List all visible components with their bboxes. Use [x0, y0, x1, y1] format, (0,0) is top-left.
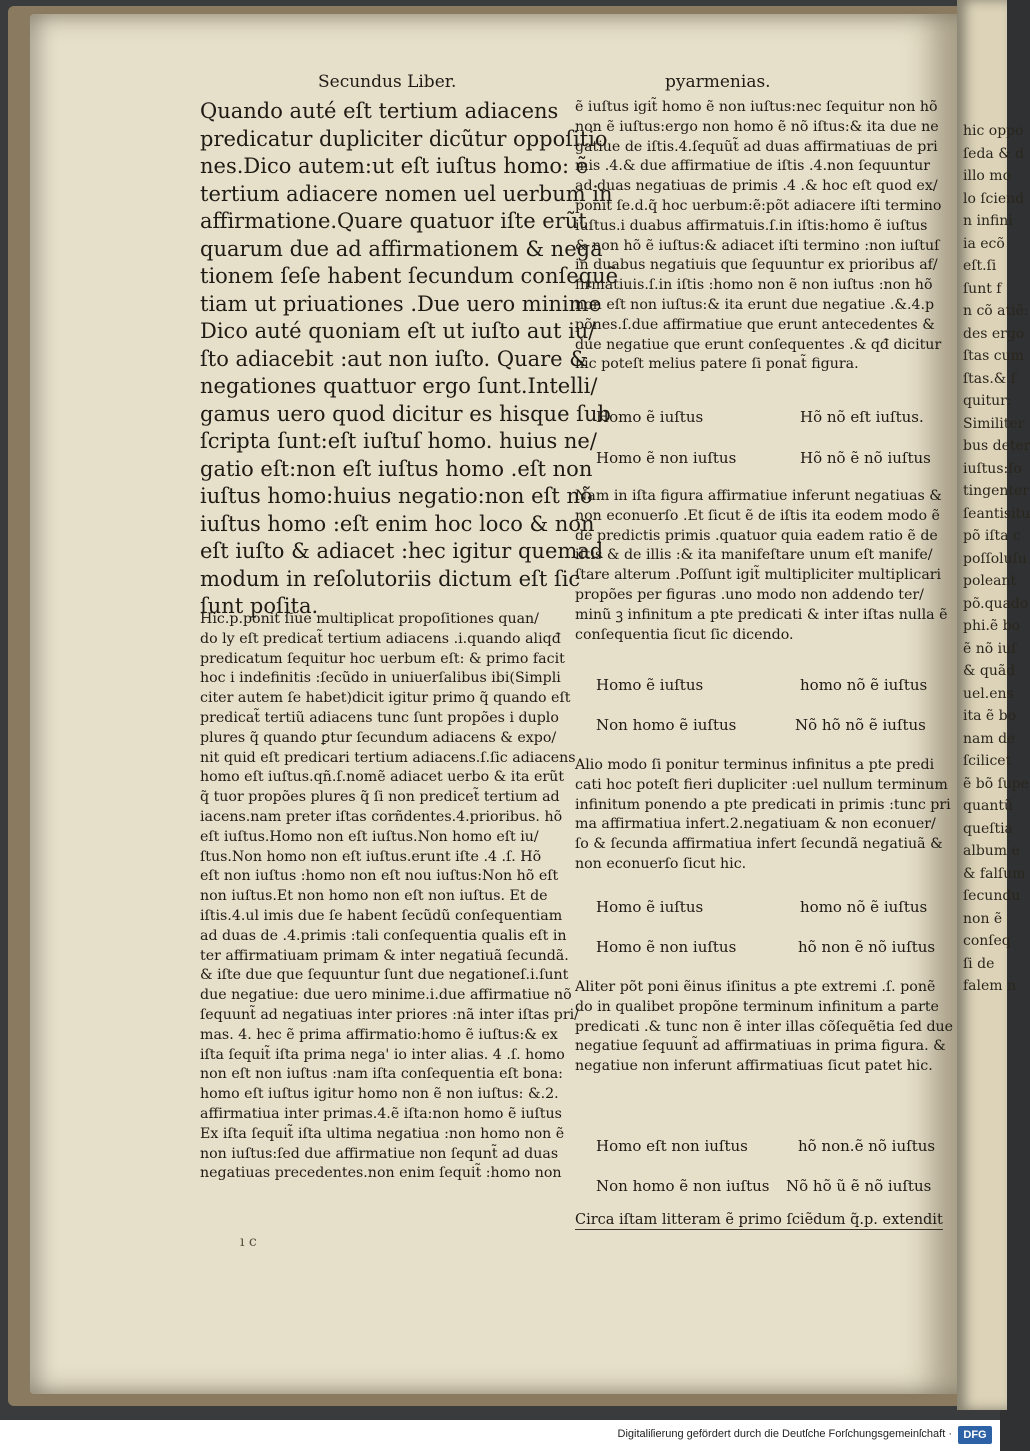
main-text-line: gamus uero quod dicitur es hisque ſub — [200, 401, 611, 426]
figure2-c: Non homo ẽ iuſtus — [596, 716, 737, 734]
gloss-right-line: due negatiue que erunt conſequentes .& qđ dicitur — [575, 336, 942, 353]
figure3-b: homo nõ ẽ iuſtus — [800, 898, 928, 916]
right-page-fragment: des ergo — [963, 325, 1025, 342]
gloss-left-line: citer autem ſe habet)dicit igitur primo q̃ quando eſt — [200, 690, 571, 707]
right-page-fragment: quantũ — [963, 798, 1013, 814]
gloss-left-line: affirmatiua inter primas.4.ẽ iſta:non homo ẽ iuſtus — [200, 1105, 562, 1122]
gloss-left-line: predicat̃ tertiũ adiacens tunc ſunt propões i duplo — [200, 709, 559, 726]
gloss-left-line: iacens.nam preter iſtas corñdentes.4.prioribus. hõ — [200, 808, 563, 825]
paragraph-4-line: negatiue ſequunt̃ ad affirmatiuas in prima figura. & — [575, 1038, 946, 1055]
paragraph-3-line: Alio modo ſi ponitur terminus infinitus a pte predi — [575, 757, 935, 773]
right-page-fragment: Similiter — [963, 415, 1025, 432]
right-page-fragment: põ.quado — [963, 595, 1029, 612]
gloss-right-line: non eſt non iuſtus:& ita erunt due negatiue .&.4.p — [575, 296, 935, 313]
gloss-left-line: ad duas de .4.primis :tali conſequentia qualis eſt in — [200, 927, 567, 944]
gloss-right-line: firmatiuis.ſ.in iſtis :homo non ẽ non iuſtus :non hõ — [575, 277, 933, 294]
paragraph-3-line: ma affirmatiua infert.2.negatiuam & non econuer/ — [575, 816, 936, 833]
right-page-fragment: album e — [963, 843, 1020, 859]
figure1-b: Hõ nõ eſt iuſtus. — [800, 408, 924, 426]
main-text-line: Dico auté quoniam eſt ut iuſto aut iu/ — [200, 319, 596, 343]
main-text-line: iuſtus homo:huius negatio:non eſt nõ — [200, 484, 593, 508]
gloss-right-line: gatiue de iſtis.4.ſequũt̃ ad duas affirmatiuas de pri — [575, 138, 938, 155]
figure2-b: homo nõ ẽ iuſtus — [800, 676, 928, 694]
right-page-fragment: ſi de — [963, 955, 995, 972]
stray-marks: ı c — [240, 1234, 257, 1250]
gloss-right-line: ẽ iuſtus igit̃ homo ẽ non iuſtus:nec ſequitur non hõ — [575, 99, 938, 115]
gloss-left-line: non eſt non iuſtus :nam iſta conſequentia eſt bona: — [200, 1066, 563, 1083]
gloss-left-line: q̃ tuor propões plures q̃ ſi non predicet̃ tertium ad — [200, 789, 560, 806]
right-page-fragment: ẽ nõ iuſ — [963, 640, 1017, 657]
right-page-fragment: ſeantisitu — [963, 505, 1030, 522]
right-page-fragment: quitur: — [963, 393, 1012, 409]
right-page-fragment: bus deter — [963, 438, 1030, 454]
right-page-fragment: poſſoluſu — [963, 550, 1027, 567]
gloss-left-line: plures q̃ quando ꝑtur ſecundum adiacens & expo/ — [200, 729, 557, 746]
main-text-line: iuſtus homo :eſt enim hoc loco & non — [200, 511, 595, 536]
paragraph-2-line: non econuerſo .Et ſicut ẽ de iſtis ita eodem modo ẽ — [575, 507, 940, 524]
paragraph-3-line: ſo & ſecunda affirmatiua infert ſecundã negatiuã & — [575, 836, 943, 853]
figure2-a: Homo ẽ iuſtus — [596, 676, 704, 694]
main-text-line: ſto adiacebit :aut non iuſto. Quare & — [200, 346, 588, 371]
right-page-fragment: ſtas cum — [963, 348, 1024, 364]
gloss-right-line: hic poteſt melius patere ſi ponat̃ figura. — [575, 356, 859, 373]
paragraph-3-line: non econuerſo ſicut hic. — [575, 855, 747, 872]
gloss-right-line: ad duas negatiuas de primis .4 .& hoc eſt quod ex/ — [575, 178, 938, 195]
right-page-edge — [957, 0, 1030, 1410]
gloss-left-line: homo eſt iuſtus igitur homo non ẽ non iuſtus: &.2. — [200, 1086, 559, 1103]
right-page-fragment: & quãd — [963, 663, 1016, 679]
main-text-line: tertium adiacere nomen uel uerbum in — [200, 181, 613, 206]
paragraph-2-line: minũ ꝫ infinitum a pte predicati & inter iſtas nulla ẽ — [575, 606, 948, 623]
right-page-fragment: nam de — [963, 730, 1016, 747]
right-page-fragment: poleant — [963, 573, 1017, 589]
right-page-fragment: phi.ẽ bo — [963, 618, 1021, 634]
right-page-fragment: non ẽ — [963, 910, 1003, 927]
paragraph-2-line: conſequentia ſicut ſic dicendo. — [575, 626, 794, 643]
main-text-line: modum in reſolutoriis dictum eſt ſic — [200, 566, 581, 591]
right-page-fragment: & falſum — [963, 865, 1026, 882]
right-page-fragment: põ iſta c — [963, 528, 1021, 544]
right-page-fragment: ſeda & d — [963, 145, 1025, 162]
closing-line: Circa iſtam litteram ẽ primo ſciẽdum q̃.p. extendit — [575, 1212, 943, 1228]
right-page-fragment: n infini — [963, 213, 1013, 229]
main-text-line: Quando auté eſt tertium adiacens — [200, 99, 559, 123]
right-page-fragment: ſecundu — [963, 888, 1021, 904]
figure4-c: Non homo ẽ non iuſtus — [596, 1177, 770, 1195]
right-page-fragment: ſunt f — [963, 280, 1002, 297]
right-page-fragment: tingenter — [963, 483, 1029, 499]
gloss-left-line: non iuſtus:ſed due affirmatiue non ſequnt̃ ad duas — [200, 1145, 559, 1162]
right-page-fragment: conſeq — [963, 933, 1011, 949]
paragraph-4-line: predicati .& tunc non ẽ inter illas cõſequẽtia ſed due — [575, 1018, 954, 1035]
main-text-line: gatio eſt:non eſt iuſtus homo .eſt non — [200, 456, 593, 481]
gloss-right-line: põnes.ſ.due affirmatiue que erunt antecedentes & — [575, 316, 935, 333]
right-page-fragment: queſtia — [963, 820, 1013, 837]
right-page-fragment: falem n — [963, 978, 1017, 994]
gloss-right-line: ponit ſe.d.q̃ hoc uerbum:ẽ:põt adiacere iſti termino — [575, 197, 942, 214]
gloss-left-line: due negatiue: due uero minime.i.due affirmatiue nõ — [200, 987, 572, 1004]
figure4-b: hõ non.ẽ nõ iuſtus — [798, 1137, 936, 1155]
paragraph-4-line: do in qualibet propõne terminum infinitum a parte — [575, 998, 939, 1015]
right-page-fragment: lo ſciend — [963, 190, 1025, 207]
right-page-fragment: hic oppo — [963, 123, 1024, 139]
main-text-line: affirmatione.Quare quatuor iſte erũt — [200, 209, 587, 233]
gloss-left-line: & iſte due que ſequuntur ſunt due negationeſ.i.ſunt — [200, 967, 569, 984]
main-text-line: quarum due ad affirmationem & nega — [200, 236, 603, 261]
gloss-right-column — [575, 98, 942, 375]
right-page-fragment: eſt.ſi — [963, 258, 997, 274]
gloss-left-line: ſequunt̃ ad negatiuas inter priores :nã inter iſtas pri/ — [200, 1006, 579, 1023]
figure1-d: Hõ nõ ẽ nõ iuſtus — [800, 449, 931, 467]
gloss-left-line: iſta ſequit̃ iſta prima nega' io inter alias. 4 .ſ. homo — [200, 1046, 565, 1063]
figure4-d: Nõ hõ ũ ẽ nõ iuſtus — [786, 1177, 932, 1195]
main-text-line: nes.Dico autem:ut eſt iuſtus homo: ẽ — [200, 154, 589, 178]
figure1-c: Homo ẽ non iuſtus — [596, 449, 737, 467]
gloss-left-line: hoc i indefinitis :ſecũdo in uniuerſalibus ibi(Simpli — [200, 670, 561, 687]
figure3-a: Homo ẽ iuſtus — [596, 898, 704, 916]
gloss-left-line: iſtis.4.ul imis due ſe habent ſecũdũ conſequentiam — [200, 907, 563, 924]
paragraph-3-line: infinitum ponendo a pte predicati in primis :tunc pri — [575, 796, 951, 813]
right-page-fragment: n cõ atiẽ: — [963, 303, 1029, 319]
right-page-fragment: ẽ bõ ſupe — [963, 775, 1030, 792]
gloss-left-line: nit quid eſt predicari tertium adiacens.ſ.ſic adiacens — [200, 749, 576, 766]
right-page-fragment: ita ẽ bo — [963, 708, 1017, 724]
main-text-line: eſt iuſto & adiacet :hec igitur quemad — [200, 539, 604, 563]
main-text-line: ſunt poſita. — [200, 594, 319, 618]
main-text-line: tionem ſeſe habent ſecundum conſequẽ — [200, 264, 619, 288]
running-head-left: Secundus Liber. — [318, 72, 457, 92]
gloss-right-line: in duabus negatiuis que ſequuntur ex prioribus af/ — [575, 257, 938, 274]
paragraph-2-line: Nam in iſta figura affirmatiue inferunt negatiuas & — [575, 488, 942, 504]
main-text-column — [200, 98, 619, 621]
gloss-right-line: non ẽ iuſtus:ergo non homo ẽ nõ iſtus:& ita due ne — [575, 118, 939, 135]
gloss-left-line: Hic.p.ponit ſiue multiplicat propoſitiones quan/ — [200, 611, 539, 627]
gloss-left-line: mas. 4. hec ẽ prima affirmatio:homo ẽ iuſtus:& ex — [200, 1026, 558, 1043]
main-text-line: predicatur dupliciter dicũtur oppoſitio — [200, 126, 608, 151]
figure4-a: Homo eſt non iuſtus — [596, 1137, 748, 1155]
right-page-fragment: ſcilicet — [963, 753, 1012, 769]
paragraph-2-line: iſtis & de illis :& ita manifeſtare unum eſt manife/ — [575, 547, 933, 564]
right-page-fragment: ia ecõ — [963, 235, 1005, 252]
figure1-a: Homo ẽ iuſtus — [596, 408, 704, 426]
gloss-left-column — [200, 610, 579, 1184]
paragraph-4-line: negatiue non inferunt affirmatiuas ſicut patet hic. — [575, 1058, 933, 1075]
figure3-d: hõ non ẽ nõ iuſtus — [798, 938, 936, 956]
footer-credit: Digitaliſierung gefördert durch die Deutſche Forſchungsgemeinſchaft · — [617, 1428, 952, 1440]
right-page-fragment: uel.ens — [963, 685, 1014, 702]
gloss-right-line: & non hõ ẽ iuſtus:& adiacet iſti termino :non iuſtuſ — [575, 237, 940, 254]
footer-bar — [0, 1420, 1000, 1451]
gloss-left-line: ſtus.Non homo non eſt iuſtus.erunt iſte .4 .ſ. Hõ — [200, 848, 542, 865]
gloss-left-line: non iuſtus.Et non homo non eſt non iuſtus. Et de — [200, 888, 548, 905]
main-text-line: ſcripta ſunt:eſt iuſtuſ homo. huius ne/ — [200, 429, 597, 453]
gloss-left-line: homo eſt iuſtus.qñ.ſ.nomẽ adiacet uerbo & ita erũt — [200, 769, 565, 786]
dfg-logo: DFG — [958, 1426, 992, 1444]
running-head-right: pyarmenias. — [665, 72, 771, 92]
paragraph-3 — [575, 756, 951, 875]
gloss-left-line: predicatum ſequitur hoc uerbum eſt: & primo facit — [200, 650, 565, 667]
gloss-left-line: negatiuas precedentes.non enim ſequit̃ :homo non — [200, 1165, 562, 1182]
paragraph-2 — [575, 487, 948, 645]
right-page-fragment: iuſtus:ſo — [963, 460, 1022, 477]
gloss-right-line: iuſtus.i duabus affirmatuis.ſ.in iſtis:homo ẽ iuſtus — [575, 217, 928, 234]
figure2-d: Nõ hõ nõ ẽ iuſtus — [795, 716, 926, 734]
gloss-left-line: ter affirmatiuam primam & inter negatiuã ſecundã. — [200, 947, 569, 964]
gloss-left-line: Ex iſta ſequit̃ iſta ultima negatiua :non homo non ẽ — [200, 1125, 565, 1142]
paragraph-3-line: cati hoc poteſt fieri dupliciter :uel nullum terminum — [575, 776, 948, 793]
gloss-left-line: eſt iuſtus.Homo non eſt iuſtus.Non homo eſt iu/ — [200, 828, 539, 845]
main-text-line: tiam ut priuationes .Due uero minime — [200, 291, 602, 316]
right-page-fragment: ſtas.& ſ — [963, 370, 1016, 387]
right-page-fragment: illo mo — [963, 168, 1012, 184]
paragraph-4-line: Aliter põt poni ẽinus iſinitus a pte extremi .ſ. ponẽ — [575, 979, 936, 995]
gloss-left-line: eſt non iuſtus :homo non eſt nou iuſtus:Non hõ eſt — [200, 868, 559, 885]
main-text-line: negationes quattuor ergo ſunt.Intelli/ — [200, 374, 598, 398]
paragraph-2-line: propões per figuras .uno modo non addendo ter/ — [575, 586, 924, 603]
paragraph-2-line: ſtare alterum .Poſſunt igit̃ multipliciter multiplicari — [575, 567, 942, 584]
paragraph-2-line: de predictis primis .quatuor quia eadem ratio ẽ de — [575, 527, 938, 544]
gloss-left-line: do ly eſt predicat̃ tertium adiacens .i.quando aliqđ — [200, 630, 561, 647]
paragraph-4 — [575, 978, 954, 1077]
figure3-c: Homo ẽ non iuſtus — [596, 938, 737, 956]
gloss-right-line: mis .4.& due affirmatiue de iſtis .4.non ſequuntur — [575, 158, 931, 175]
